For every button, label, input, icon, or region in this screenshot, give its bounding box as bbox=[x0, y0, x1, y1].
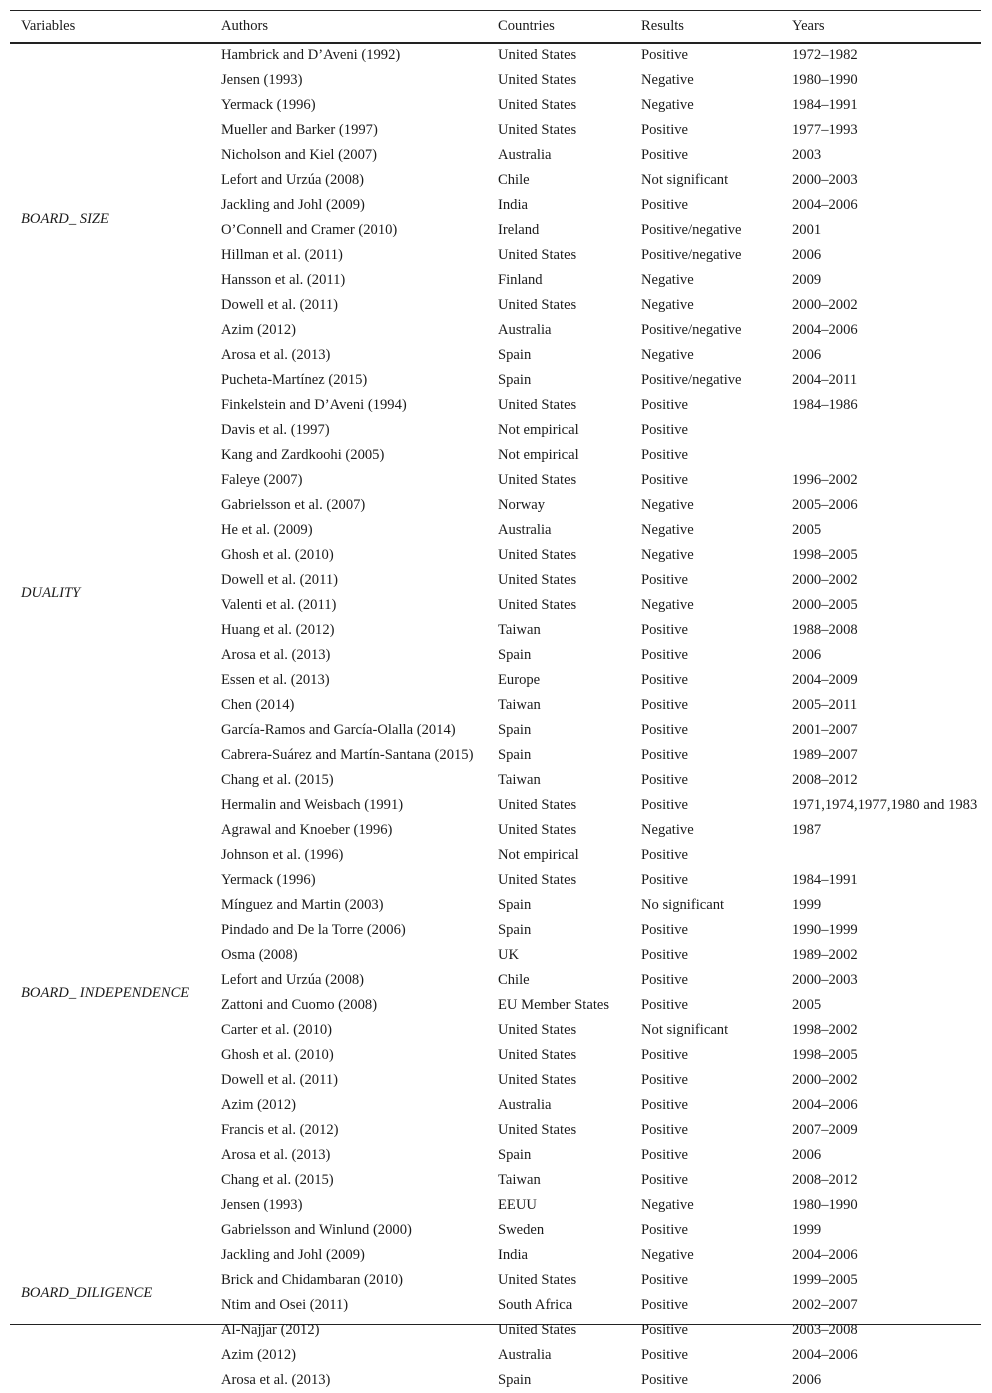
country-cell: Australia bbox=[498, 1097, 552, 1113]
country-cell: Spain bbox=[498, 722, 532, 738]
year-cell: 1999 bbox=[792, 897, 822, 913]
result-cell: Positive bbox=[641, 622, 689, 638]
header-variables: Variables bbox=[10, 11, 210, 43]
country-cell: United States bbox=[498, 72, 577, 88]
author-cell: Cabrera-Suárez and Martín-Santana (2015) bbox=[221, 747, 474, 763]
author-cell: Davis et al. (1997) bbox=[221, 422, 330, 438]
country-cell: India bbox=[498, 197, 528, 213]
country-cell: Ireland bbox=[498, 222, 540, 238]
result-cell: Positive bbox=[641, 147, 689, 163]
table-row bbox=[10, 793, 981, 818]
result-cell: Positive/negative bbox=[641, 222, 742, 238]
year-cell: 2000–2002 bbox=[792, 572, 858, 588]
author-cell: Jensen (1993) bbox=[221, 1197, 303, 1213]
author-cell: Mueller and Barker (1997) bbox=[221, 122, 378, 138]
year-cell: 2007–2009 bbox=[792, 1122, 858, 1138]
author-cell: Arosa et al. (2013) bbox=[221, 1372, 331, 1388]
year-cell: 2008–2012 bbox=[792, 772, 858, 788]
year-cell: 1971,1974,1977,1980 and 1983 bbox=[792, 797, 978, 813]
author-cell: Arosa et al. (2013) bbox=[221, 647, 331, 663]
year-cell: 2006 bbox=[792, 1372, 822, 1388]
country-cell: Taiwan bbox=[498, 1172, 541, 1188]
author-cell: Yermack (1996) bbox=[221, 872, 316, 888]
year-cell: 1989–2002 bbox=[792, 947, 858, 963]
result-cell: No significant bbox=[641, 897, 725, 913]
country-cell: Finland bbox=[498, 272, 543, 288]
result-cell: Positive bbox=[641, 672, 689, 688]
country-cell: South Africa bbox=[498, 1297, 573, 1313]
year-cell: 2000–2003 bbox=[792, 172, 858, 188]
year-cell: 2000–2002 bbox=[792, 297, 858, 313]
result-cell: Negative bbox=[641, 1247, 694, 1263]
result-cell: Positive bbox=[641, 1147, 689, 1163]
author-cell: Huang et al. (2012) bbox=[221, 622, 335, 638]
result-cell: Positive bbox=[641, 1272, 689, 1288]
result-cell: Positive bbox=[641, 797, 689, 813]
result-cell: Positive/negative bbox=[641, 322, 742, 338]
author-cell: Chang et al. (2015) bbox=[221, 772, 334, 788]
year-cell: 2004–2009 bbox=[792, 672, 858, 688]
year-cell: 2006 bbox=[792, 347, 822, 363]
author-cell: Nicholson and Kiel (2007) bbox=[221, 147, 378, 163]
year-cell: 1980–1990 bbox=[792, 1197, 858, 1213]
result-cell: Positive bbox=[641, 747, 689, 763]
result-cell: Positive bbox=[641, 122, 689, 138]
country-cell: Spain bbox=[498, 1372, 532, 1388]
country-cell: Australia bbox=[498, 522, 552, 538]
year-cell: 1988–2008 bbox=[792, 622, 858, 638]
result-cell: Not significant bbox=[641, 1022, 729, 1038]
author-cell: Jackling and Johl (2009) bbox=[221, 1247, 365, 1263]
author-cell: Essen et al. (2013) bbox=[221, 672, 330, 688]
country-cell: Europe bbox=[498, 672, 541, 688]
author-cell: Dowell et al. (2011) bbox=[221, 297, 338, 313]
year-cell bbox=[781, 443, 981, 468]
country-cell: UK bbox=[498, 947, 520, 963]
result-cell: Positive bbox=[641, 1097, 689, 1113]
results-table bbox=[10, 11, 981, 1393]
year-cell: 2008–2012 bbox=[792, 1172, 858, 1188]
author-cell: García-Ramos and García-Olalla (2014) bbox=[221, 722, 456, 738]
result-cell: Positive bbox=[641, 647, 689, 663]
country-cell: Taiwan bbox=[498, 772, 541, 788]
variable-cell: BOARD_ SIZE bbox=[21, 211, 109, 227]
country-cell: United States bbox=[498, 1322, 577, 1338]
country-cell: United States bbox=[498, 397, 577, 413]
author-cell: Chen (2014) bbox=[221, 697, 295, 713]
result-cell: Negative bbox=[641, 597, 694, 613]
result-cell: Positive bbox=[641, 1322, 689, 1338]
year-cell: 2004–2006 bbox=[792, 197, 858, 213]
result-cell: Positive/negative bbox=[641, 372, 742, 388]
country-cell: United States bbox=[498, 872, 577, 888]
result-cell: Positive bbox=[641, 447, 689, 463]
country-cell: Australia bbox=[498, 322, 552, 338]
result-cell: Negative bbox=[641, 547, 694, 563]
year-cell: 1977–1993 bbox=[792, 122, 858, 138]
year-cell: 2001–2007 bbox=[792, 722, 858, 738]
country-cell: United States bbox=[498, 797, 577, 813]
result-cell: Positive bbox=[641, 872, 689, 888]
year-cell: 1980–1990 bbox=[792, 72, 858, 88]
author-cell: Dowell et al. (2011) bbox=[221, 572, 338, 588]
country-cell: Spain bbox=[498, 922, 532, 938]
author-cell: Finkelstein and D’Aveni (1994) bbox=[221, 397, 407, 413]
country-cell: United States bbox=[498, 1047, 577, 1063]
year-cell: 2004–2011 bbox=[792, 372, 858, 388]
table-row bbox=[10, 393, 981, 418]
country-cell: Spain bbox=[498, 897, 532, 913]
country-cell: United States bbox=[498, 547, 577, 563]
author-cell: Agrawal and Knoeber (1996) bbox=[221, 822, 393, 838]
result-cell: Negative bbox=[641, 347, 694, 363]
year-cell: 1987 bbox=[792, 822, 822, 838]
country-cell: Norway bbox=[498, 497, 546, 513]
author-cell: Mínguez and Martin (2003) bbox=[221, 897, 384, 913]
result-cell: Positive bbox=[641, 1372, 689, 1388]
author-cell: Zattoni and Cuomo (2008) bbox=[221, 997, 378, 1013]
year-cell: 2002–2007 bbox=[792, 1297, 858, 1313]
year-cell bbox=[781, 843, 981, 868]
country-cell: United States bbox=[498, 122, 577, 138]
result-cell: Negative bbox=[641, 497, 694, 513]
year-cell: 2009 bbox=[792, 272, 822, 288]
year-cell: 2006 bbox=[792, 247, 822, 263]
author-cell: Chang et al. (2015) bbox=[221, 1172, 334, 1188]
country-cell: Spain bbox=[498, 747, 532, 763]
year-cell: 2000–2005 bbox=[792, 597, 858, 613]
author-cell: O’Connell and Cramer (2010) bbox=[221, 222, 398, 238]
header-authors: Authors bbox=[210, 11, 487, 43]
country-cell: EEUU bbox=[498, 1197, 537, 1213]
result-cell: Negative bbox=[641, 522, 694, 538]
country-cell: United States bbox=[498, 1072, 577, 1088]
country-cell: United States bbox=[498, 822, 577, 838]
country-cell: Australia bbox=[498, 147, 552, 163]
country-cell: Not empirical bbox=[498, 847, 579, 863]
author-cell: Ntim and Osei (2011) bbox=[221, 1297, 349, 1313]
author-cell: Lefort and Urzúa (2008) bbox=[221, 972, 365, 988]
result-cell: Negative bbox=[641, 97, 694, 113]
table-row bbox=[10, 1193, 981, 1218]
year-cell: 2004–2006 bbox=[792, 1097, 858, 1113]
result-cell: Positive bbox=[641, 1347, 689, 1363]
author-cell: Arosa et al. (2013) bbox=[221, 347, 331, 363]
year-cell: 1984–1991 bbox=[792, 97, 858, 113]
result-cell: Negative bbox=[641, 1197, 694, 1213]
year-cell: 2005 bbox=[792, 997, 822, 1013]
year-cell: 2003 bbox=[792, 147, 822, 163]
year-cell bbox=[781, 418, 981, 443]
result-cell: Positive bbox=[641, 472, 689, 488]
author-cell: Azim (2012) bbox=[221, 1097, 296, 1113]
result-cell: Positive bbox=[641, 972, 689, 988]
country-cell: Spain bbox=[498, 372, 532, 388]
country-cell: United States bbox=[498, 597, 577, 613]
variable-cell: BOARD_DILIGENCE bbox=[21, 1285, 153, 1301]
country-cell: EU Member States bbox=[498, 997, 610, 1013]
result-cell: Positive bbox=[641, 422, 689, 438]
country-cell: Spain bbox=[498, 1147, 532, 1163]
year-cell: 1984–1986 bbox=[792, 397, 858, 413]
result-cell: Positive bbox=[641, 47, 689, 63]
country-cell: Not empirical bbox=[498, 422, 579, 438]
author-cell: Azim (2012) bbox=[221, 322, 296, 338]
result-cell: Positive bbox=[641, 947, 689, 963]
result-cell: Positive bbox=[641, 1047, 689, 1063]
result-cell: Positive bbox=[641, 572, 689, 588]
author-cell: He et al. (2009) bbox=[221, 522, 313, 538]
result-cell: Positive bbox=[641, 922, 689, 938]
variable-cell: DUALITY bbox=[21, 585, 81, 601]
country-cell: United States bbox=[498, 97, 577, 113]
author-cell: Dowell et al. (2011) bbox=[221, 1072, 338, 1088]
country-cell: Spain bbox=[498, 347, 532, 363]
author-cell: Jensen (1993) bbox=[221, 72, 303, 88]
year-cell: 1998–2002 bbox=[792, 1022, 858, 1038]
country-cell: Not empirical bbox=[498, 447, 579, 463]
result-cell: Positive bbox=[641, 197, 689, 213]
year-cell: 2000–2002 bbox=[792, 1072, 858, 1088]
year-cell: 2003–2008 bbox=[792, 1322, 858, 1338]
header-years: Years bbox=[781, 11, 981, 43]
result-cell: Positive bbox=[641, 1122, 689, 1138]
country-cell: Chile bbox=[498, 172, 530, 188]
result-cell: Positive bbox=[641, 722, 689, 738]
year-cell: 1990–1999 bbox=[792, 922, 858, 938]
year-cell: 1989–2007 bbox=[792, 747, 858, 763]
table-row bbox=[10, 43, 981, 68]
year-cell: 2000–2003 bbox=[792, 972, 858, 988]
country-cell: United States bbox=[498, 572, 577, 588]
result-cell: Positive bbox=[641, 1172, 689, 1188]
author-cell: Francis et al. (2012) bbox=[221, 1122, 339, 1138]
result-cell: Negative bbox=[641, 297, 694, 313]
country-cell: United States bbox=[498, 1272, 577, 1288]
year-cell: 1996–2002 bbox=[792, 472, 858, 488]
author-cell: Johnson et al. (1996) bbox=[221, 847, 344, 863]
author-cell: Lefort and Urzúa (2008) bbox=[221, 172, 365, 188]
author-cell: Gabrielsson and Winlund (2000) bbox=[221, 1222, 412, 1238]
author-cell: Azim (2012) bbox=[221, 1347, 296, 1363]
country-cell: Australia bbox=[498, 1347, 552, 1363]
author-cell: Pucheta-Martínez (2015) bbox=[221, 372, 368, 388]
year-cell: 1984–1991 bbox=[792, 872, 858, 888]
year-cell: 1972–1982 bbox=[792, 47, 858, 63]
year-cell: 2004–2006 bbox=[792, 1247, 858, 1263]
result-cell: Negative bbox=[641, 272, 694, 288]
country-cell: United States bbox=[498, 1122, 577, 1138]
year-cell: 2005–2011 bbox=[792, 697, 858, 713]
result-cell: Positive/negative bbox=[641, 247, 742, 263]
country-cell: Taiwan bbox=[498, 697, 541, 713]
author-cell: Faleye (2007) bbox=[221, 472, 303, 488]
author-cell: Ghosh et al. (2010) bbox=[221, 547, 334, 563]
variable-cell: BOARD_ INDEPENDENCE bbox=[21, 985, 190, 1001]
author-cell: Valenti et al. (2011) bbox=[221, 597, 337, 613]
year-cell: 2001 bbox=[792, 222, 822, 238]
country-cell: Spain bbox=[498, 647, 532, 663]
author-cell: Brick and Chidambaran (2010) bbox=[221, 1272, 403, 1288]
header-row bbox=[10, 11, 981, 43]
author-cell: Hermalin and Weisbach (1991) bbox=[221, 797, 404, 813]
author-cell: Ghosh et al. (2010) bbox=[221, 1047, 334, 1063]
country-cell: Chile bbox=[498, 972, 530, 988]
result-cell: Positive bbox=[641, 997, 689, 1013]
year-cell: 1998–2005 bbox=[792, 1047, 858, 1063]
result-cell: Positive bbox=[641, 1072, 689, 1088]
year-cell: 2005 bbox=[792, 522, 822, 538]
table-body bbox=[10, 43, 981, 1393]
author-cell: Yermack (1996) bbox=[221, 97, 316, 113]
author-cell: Hillman et al. (2011) bbox=[221, 247, 343, 263]
country-cell: United States bbox=[498, 247, 577, 263]
author-cell: Carter et al. (2010) bbox=[221, 1022, 333, 1038]
author-cell: Arosa et al. (2013) bbox=[221, 1147, 331, 1163]
result-cell: Positive bbox=[641, 1297, 689, 1313]
year-cell: 1999–2005 bbox=[792, 1272, 858, 1288]
country-cell: Sweden bbox=[498, 1222, 545, 1238]
country-cell: United States bbox=[498, 472, 577, 488]
author-cell: Kang and Zardkoohi (2005) bbox=[221, 447, 385, 463]
country-cell: India bbox=[498, 1247, 528, 1263]
year-cell: 1998–2005 bbox=[792, 547, 858, 563]
result-cell: Positive bbox=[641, 397, 689, 413]
header-results: Results bbox=[630, 11, 781, 43]
result-cell: Positive bbox=[641, 1222, 689, 1238]
country-cell: United States bbox=[498, 1022, 577, 1038]
result-cell: Negative bbox=[641, 72, 694, 88]
year-cell: 2006 bbox=[792, 1147, 822, 1163]
country-cell: Taiwan bbox=[498, 622, 541, 638]
country-cell: United States bbox=[498, 47, 577, 63]
header-countries: Countries bbox=[487, 11, 630, 43]
result-cell: Negative bbox=[641, 822, 694, 838]
year-cell: 1999 bbox=[792, 1222, 822, 1238]
year-cell: 2006 bbox=[792, 647, 822, 663]
author-cell: Osma (2008) bbox=[221, 947, 298, 963]
result-cell: Positive bbox=[641, 847, 689, 863]
year-cell: 2004–2006 bbox=[792, 322, 858, 338]
author-cell: Hansson et al. (2011) bbox=[221, 272, 346, 288]
author-cell: Pindado and De la Torre (2006) bbox=[221, 922, 406, 938]
year-cell: 2005–2006 bbox=[792, 497, 858, 513]
result-cell: Positive bbox=[641, 697, 689, 713]
author-cell: Hambrick and D’Aveni (1992) bbox=[221, 47, 401, 63]
author-cell: Gabrielsson et al. (2007) bbox=[221, 497, 366, 513]
literature-table bbox=[10, 10, 981, 1388]
country-cell: United States bbox=[498, 297, 577, 313]
result-cell: Positive bbox=[641, 772, 689, 788]
author-cell: Jackling and Johl (2009) bbox=[221, 197, 365, 213]
author-cell: Al-Najjar (2012) bbox=[221, 1322, 320, 1338]
year-cell: 2004–2006 bbox=[792, 1347, 858, 1363]
result-cell: Not significant bbox=[641, 172, 729, 188]
